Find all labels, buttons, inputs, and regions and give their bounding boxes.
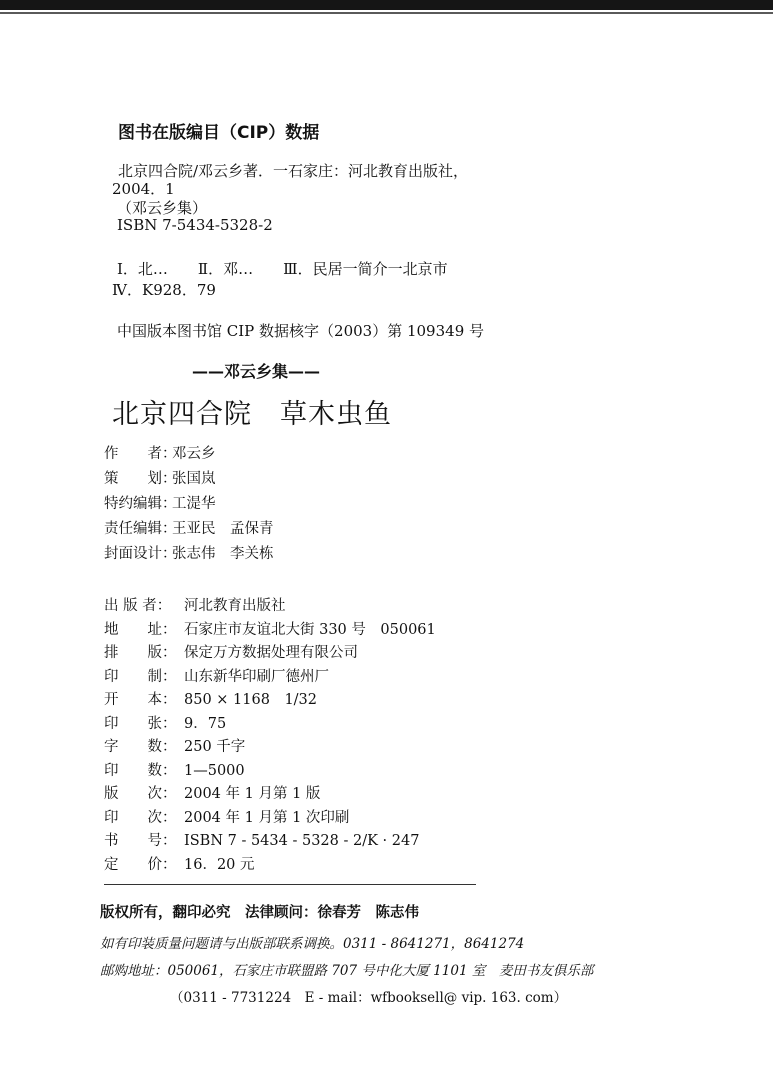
pub-label: 字 数：	[104, 739, 177, 755]
series-name: ——邓云乡集——	[192, 362, 321, 381]
credit-value: 邓云乡	[172, 446, 216, 462]
pub-row-print-run	[104, 759, 436, 783]
credits-block	[104, 442, 274, 567]
pub-row-sheets	[104, 712, 436, 736]
pub-row-isbn	[104, 829, 436, 853]
pub-value: 16．20 元	[184, 856, 255, 873]
cip-line-6: Ⅳ．K928．79	[112, 281, 216, 299]
price-divider	[104, 884, 476, 885]
footer-line-3: （0311 - 7731224 E - mail：wfbooksell@ vip. 163. com）	[170, 990, 568, 1006]
credit-row-editor	[104, 517, 274, 542]
pub-row-impression	[104, 806, 436, 830]
pub-label: 印 数：	[104, 762, 177, 779]
pub-label: 定 价：	[104, 856, 177, 873]
credit-value: 工湜华	[172, 496, 216, 512]
cip-line-3: （邓云乡集）	[117, 199, 208, 217]
credit-value: 张国岚	[172, 471, 216, 487]
credit-row-author	[104, 442, 274, 467]
pub-row-publisher	[104, 594, 436, 618]
pub-label: 版 次：	[104, 786, 177, 802]
pub-value: 河北教育出版社	[184, 598, 286, 614]
pub-value: 9．75	[184, 715, 227, 732]
cip-line-7: 中国版本图书馆 CIP 数据核字（2003）第 109349 号	[117, 322, 485, 340]
pub-row-word-count	[104, 735, 436, 759]
credit-label: 特约编辑：	[104, 496, 177, 512]
pub-value: 2004 年 1 月第 1 版	[184, 786, 321, 802]
cip-heading: 图书在版编目（CIP）数据	[118, 123, 320, 143]
cip-line-4: ISBN 7-5434-5328-2	[117, 216, 273, 234]
book-title: 北京四合院 草木虫鱼	[112, 399, 392, 430]
credit-row-cover-design	[104, 542, 274, 567]
pub-value: ISBN 7 - 5434 - 5328 - 2/K · 247	[184, 833, 420, 849]
cip-line-5: Ⅰ．北… Ⅱ．邓… Ⅲ．民居一简介一北京市	[117, 260, 448, 278]
pub-value: 850 × 1168 1/32	[184, 692, 318, 708]
pub-row-typesetting	[104, 641, 436, 665]
rights-notice: 版权所有，翻印必究 法律顾问：徐春芳 陈志伟	[100, 905, 419, 921]
pub-row-price	[104, 853, 436, 877]
top-border	[0, 0, 773, 10]
pub-label: 地 址：	[104, 621, 177, 638]
pub-value: 250 千字	[184, 739, 246, 755]
credit-row-special-editor	[104, 492, 274, 517]
pub-value: 石家庄市友谊北大街 330 号 050061	[184, 621, 436, 638]
footer-line-1: 如有印装质量问题请与出版部联系调换。0311 - 8641271，8641274	[100, 936, 525, 952]
pub-label: 出 版 者：	[104, 598, 172, 614]
pub-value: 保定万方数据处理有限公司	[184, 645, 358, 661]
credit-label: 策 划：	[104, 471, 177, 487]
pub-row-format	[104, 688, 436, 712]
pub-label: 印 次：	[104, 809, 177, 826]
cip-line-1: 北京四合院/邓云乡著．一石家庄：河北教育出版社，	[118, 162, 469, 180]
pub-label: 印 制：	[104, 668, 177, 685]
pub-label: 排 版：	[104, 645, 177, 661]
credit-label: 封面设计：	[104, 546, 177, 562]
pub-value: 1—5000	[184, 762, 245, 779]
footer-line-2: 邮购地址：050061，石家庄市联盟路 707 号中化大厦 1101 室 麦田书友俱乐部	[100, 963, 594, 979]
pub-label: 书 号：	[104, 833, 177, 849]
credit-label: 作 者：	[104, 446, 177, 462]
top-border-line	[0, 12, 773, 14]
credit-value: 王亚民 孟保青	[172, 521, 274, 537]
pub-row-printing	[104, 665, 436, 689]
pub-row-address	[104, 618, 436, 642]
pub-value: 山东新华印刷厂德州厂	[184, 668, 329, 685]
publication-block	[104, 594, 436, 876]
pub-label: 开 本：	[104, 692, 177, 708]
pub-label: 印 张：	[104, 715, 177, 732]
cip-line-2: 2004．1	[112, 180, 175, 198]
credit-row-planner	[104, 467, 274, 492]
credit-value: 张志伟 李关栋	[172, 546, 274, 562]
pub-value: 2004 年 1 月第 1 次印刷	[184, 809, 350, 826]
credit-label: 责任编辑：	[104, 521, 177, 537]
pub-row-edition	[104, 782, 436, 806]
